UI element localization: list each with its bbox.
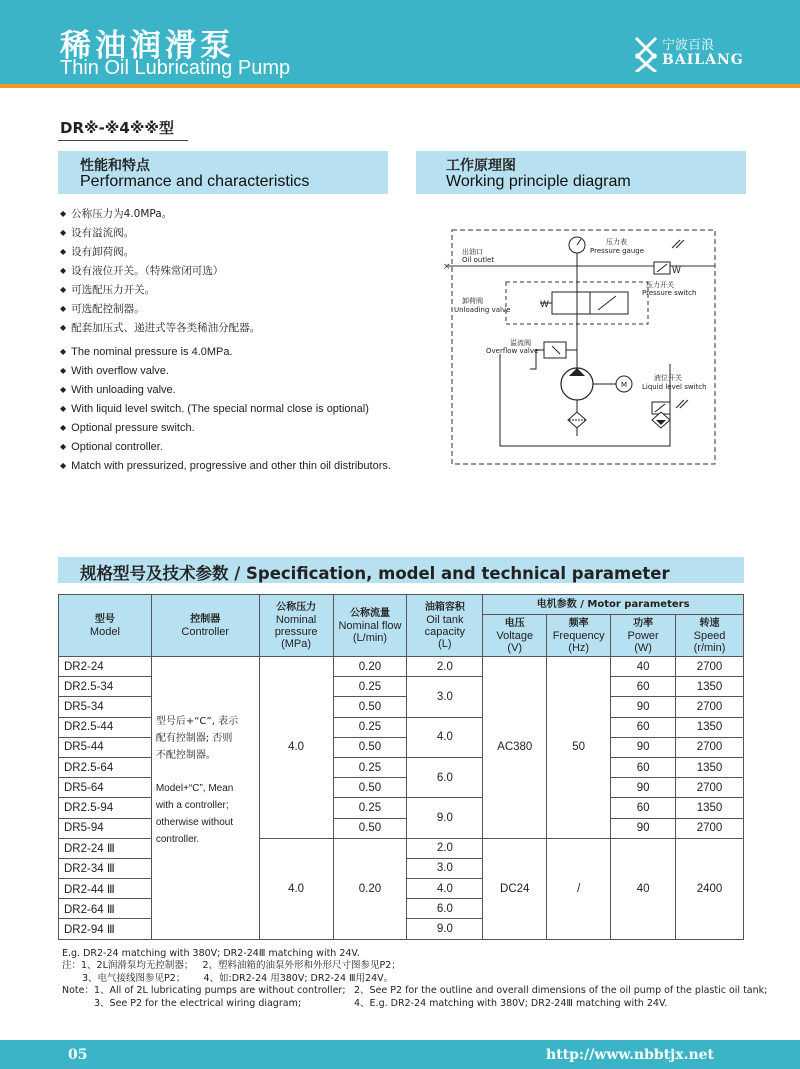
cell-model: DR2-64 Ⅲ <box>59 899 152 919</box>
cell-power: 60 <box>611 757 676 777</box>
th-model: 型号 Model <box>59 595 152 657</box>
note-line: Note：1、All of 2L lubricating pumps are without controller; 2、See P2 for the outline and overall dimensions of the oil pump of the plastic oil tank; <box>62 985 768 997</box>
footer-url[interactable]: http://www.nbbtjx.net <box>546 1047 714 1063</box>
cell-model: DR2-24 <box>59 657 152 677</box>
cell-power: 90 <box>611 737 676 757</box>
label-overflow-valve-en: Overflow valve <box>486 347 539 355</box>
note-line: 3、See P2 for the electrical wiring diagram; 4、E.g. DR2-24 matching with 380V; DR2-24Ⅲ matching with 24V. <box>94 997 668 1009</box>
note-line: 注：1、2L润滑泵均无控制器； 2、塑料油箱的油泵外形和外形尺寸图参见P2； <box>62 960 401 972</box>
cell-speed: 2700 <box>676 657 744 677</box>
cell-speed: 2400 <box>676 838 744 939</box>
th-flow: 公称流量 Nominal flow (L/min) <box>333 595 407 657</box>
note-line: E.g. DR2-24 matching with 380V; DR2-24Ⅲ matching with 24V. <box>62 948 360 959</box>
cell-power: 90 <box>611 778 676 798</box>
cell-power: 60 <box>611 677 676 697</box>
cell-speed: 1350 <box>676 757 744 777</box>
performance-title-cn: 性能和特点 <box>80 158 150 174</box>
cell-voltage: DC24 <box>483 838 547 939</box>
page-number: 05 <box>68 1047 88 1063</box>
cell-tank: 4.0 <box>407 879 483 899</box>
label-oil-outlet-en: Oil outlet <box>462 256 495 264</box>
th-speed: 转速 Speed (r/min) <box>676 615 744 657</box>
list-item: ◆ 配套加压式、递进式等各类稀油分配器。 <box>60 319 260 338</box>
cell-tank: 9.0 <box>407 798 483 838</box>
cell-model: DR2.5-34 <box>59 677 152 697</box>
cell-tank: 9.0 <box>407 919 483 939</box>
cell-tank: 4.0 <box>407 717 483 757</box>
label-oil-outlet-cn: 出油口 <box>462 248 483 256</box>
header-accent-band <box>0 84 800 88</box>
cell-model: DR2-94 Ⅲ <box>59 919 152 939</box>
cell-model: DR2-24 Ⅲ <box>59 838 152 858</box>
cell-speed: 1350 <box>676 798 744 818</box>
working-principle-diagram <box>440 224 730 468</box>
cell-flow: 0.25 <box>333 717 407 737</box>
logo-mark-icon <box>634 36 658 72</box>
cell-flow: 0.50 <box>333 778 407 798</box>
spec-table <box>58 594 744 940</box>
list-item: ◆ With overflow valve. <box>60 362 391 381</box>
list-item: ◆ Optional pressure switch. <box>60 419 391 438</box>
cell-model: DR2.5-94 <box>59 798 152 818</box>
label-level-switch-cn: 液位开关 <box>654 374 682 382</box>
notes <box>62 948 768 1010</box>
title-en: Thin Oil Lubricating Pump <box>60 57 291 79</box>
list-item: ◆ Optional controller. <box>60 438 391 457</box>
cell-speed: 2700 <box>676 697 744 717</box>
features-cn-list <box>60 205 260 338</box>
cell-model: DR5-34 <box>59 697 152 717</box>
cell-flow: 0.20 <box>333 657 407 677</box>
svg-text:W: W <box>540 300 549 310</box>
cell-frequency: 50 <box>547 657 611 839</box>
cell-flow: 0.50 <box>333 737 407 757</box>
cell-power: 60 <box>611 717 676 737</box>
cell-flow: 0.25 <box>333 677 407 697</box>
list-item: ◆ 设有液位开关。（特殊常闭可选） <box>60 262 260 281</box>
note-line: 3、电气接线图参见P2； 4、如:DR2-24 用380V; DR2-24 Ⅲ用24V。 <box>82 972 394 984</box>
spec-heading <box>58 557 744 583</box>
th-voltage: 电压 Voltage (V) <box>483 615 547 657</box>
cell-model: DR5-94 <box>59 818 152 838</box>
logo-text-en: BAILANG <box>662 52 744 68</box>
label-level-switch-en: Liquid level switch <box>642 383 707 391</box>
diagram-heading <box>416 151 746 194</box>
table-row <box>59 657 744 677</box>
page-footer <box>0 1040 800 1069</box>
features-en-list <box>60 343 391 476</box>
cell-controller: 型号后+“C”, 表示 配有控制器; 否则 不配控制器。 Model+“C”, Mean with a controller; otherwise without controller. <box>151 657 259 940</box>
label-unloading-valve-cn: 卸荷阀 <box>462 297 483 305</box>
list-item: ◆ 设有溢流阀。 <box>60 224 260 243</box>
th-controller: 控制器 Controller <box>151 595 259 657</box>
cell-model: DR2-34 Ⅲ <box>59 858 152 878</box>
list-item: ◆ With liquid level switch. (The special normal close is optional) <box>60 400 391 419</box>
list-item: ◆ 可选配压力开关。 <box>60 281 260 300</box>
label-unloading-valve-en: Unloading valve <box>454 306 511 314</box>
model-title: DR※-※4※※型 <box>60 119 174 137</box>
cell-tank: 6.0 <box>407 757 483 797</box>
label-pressure-gauge-cn: 压力表 <box>606 238 627 246</box>
list-item: ◆ 可选配控制器。 <box>60 300 260 319</box>
cell-speed: 2700 <box>676 818 744 838</box>
unloading-valve-icon <box>552 292 590 314</box>
title-cn: 稀油润滑泵 <box>60 28 235 64</box>
cell-flow: 0.25 <box>333 798 407 818</box>
list-item: ◆ 设有卸荷阀。 <box>60 243 260 262</box>
label-pressure-gauge-en: Pressure gauge <box>590 247 645 255</box>
cell-tank: 3.0 <box>407 858 483 878</box>
cell-speed: 2700 <box>676 737 744 757</box>
cell-tank: 2.0 <box>407 657 483 677</box>
cell-tank: 3.0 <box>407 677 483 717</box>
cell-tank: 2.0 <box>407 838 483 858</box>
spec-title: 规格型号及技术参数 / Specification, model and technical parameter <box>80 564 670 583</box>
brand-logo <box>634 34 744 74</box>
th-frequency: 频率 Frequency (Hz) <box>547 615 611 657</box>
performance-heading <box>58 151 388 194</box>
cell-pressure: 4.0 <box>259 838 333 939</box>
cell-power: 90 <box>611 697 676 717</box>
cell-power: 40 <box>611 838 676 939</box>
performance-title-en: Performance and characteristics <box>80 173 310 190</box>
list-item: ◆ Match with pressurized, progressive and other thin oil distributors. <box>60 457 391 476</box>
cell-power: 60 <box>611 798 676 818</box>
logo-text-cn: 宁波百浪 <box>662 38 715 53</box>
diagram-title-en: Working principle diagram <box>446 173 631 190</box>
cell-model: DR5-64 <box>59 778 152 798</box>
model-title-underline <box>58 140 188 141</box>
cell-tank: 6.0 <box>407 899 483 919</box>
cell-flow: 0.50 <box>333 818 407 838</box>
th-pressure: 公称压力 Nominal pressure (MPa) <box>259 595 333 657</box>
cell-model: DR5-44 <box>59 737 152 757</box>
outlet-mark: × <box>443 262 451 272</box>
th-tank: 油箱容积 Oil tank capacity (L) <box>407 595 483 657</box>
th-motor: 电机参数 / Motor parameters <box>483 595 744 615</box>
overflow-valve-icon <box>544 342 566 358</box>
cell-flow: 0.20 <box>333 838 407 939</box>
cell-flow: 0.50 <box>333 697 407 717</box>
cell-speed: 1350 <box>676 717 744 737</box>
cell-model: DR2.5-64 <box>59 757 152 777</box>
svg-text:W: W <box>672 266 681 276</box>
cell-power: 40 <box>611 657 676 677</box>
cell-model: DR2-44 Ⅲ <box>59 879 152 899</box>
label-pressure-switch-en: Pressure switch <box>642 289 697 297</box>
list-item: ◆ 公称压力为4.0MPa。 <box>60 205 260 224</box>
list-item: ◆ With unloading valve. <box>60 381 391 400</box>
cell-power: 90 <box>611 818 676 838</box>
cell-frequency: / <box>547 838 611 939</box>
cell-voltage: AC380 <box>483 657 547 839</box>
cell-flow: 0.25 <box>333 757 407 777</box>
diagram-title-cn: 工作原理图 <box>446 158 516 174</box>
svg-text:M: M <box>621 381 628 389</box>
page-header <box>0 0 800 84</box>
label-pressure-switch-cn: 压力开关 <box>646 281 674 289</box>
cell-speed: 1350 <box>676 677 744 697</box>
cell-pressure: 4.0 <box>259 657 333 839</box>
cell-model: DR2.5-44 <box>59 717 152 737</box>
tank-outline <box>500 354 670 446</box>
label-overflow-valve-cn: 溢流阀 <box>510 339 531 347</box>
th-power: 功率 Power (W) <box>611 615 676 657</box>
cell-speed: 2700 <box>676 778 744 798</box>
list-item: ◆ The nominal pressure is 4.0MPa. <box>60 343 391 362</box>
